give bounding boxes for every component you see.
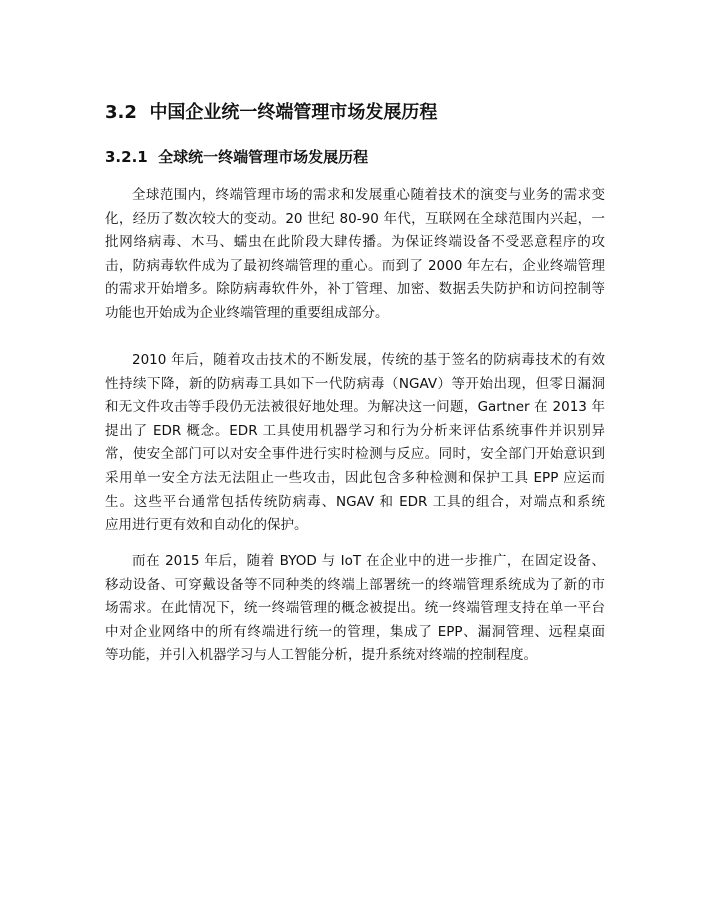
paragraph-line: 2010 年后，随着攻击技术的不断发展，传统的基于签名的防病毒技术的有效 <box>132 352 605 368</box>
paragraph-3 <box>105 550 605 668</box>
paragraph-line: 场需求。在此情况下，统一终端管理的概念被提出。统一终端管理支持在单一平台 <box>105 600 605 617</box>
paragraph-line: 击，防病毒软件成为了最初终端管理的重心。而到了 2000 年左右，企业终端管理 <box>105 257 605 274</box>
subsection-number: 3.2.1 <box>105 148 148 166</box>
paragraph-line: 采用单一安全方法无法阻止一些攻击，因此包含多种检测和保护工具 EPP 应运而 <box>105 469 605 486</box>
paragraph-line: 全球范围内，终端管理市场的需求和发展重心随着技术的演变与业务的需求变 <box>132 187 605 203</box>
subsection-title: 全球统一终端管理市场发展历程 <box>158 148 369 166</box>
paragraph-line: 提出了 EDR 概念。EDR 工具使用机器学习和行为分析来评估系统事件并识别异 <box>105 422 605 439</box>
paragraph-line: 批网络病毒、木马、蠕虫在此阶段大肆传播。为保证终端设备不受恶意程序的攻 <box>105 234 605 251</box>
paragraph-line: 功能也开始成为企业终端管理的重要组成部分。 <box>105 304 389 321</box>
paragraph-line: 化，经历了数次较大的变动。20 世纪 80-90 年代，互联网在全球范围内兴起，一 <box>105 210 605 227</box>
paragraph-line: 应用进行更有效和自动化的保护。 <box>105 517 308 534</box>
paragraph-line: 的需求开始增多。除防病毒软件外，补丁管理、加密、数据丢失防护和访问控制等 <box>105 281 605 298</box>
paragraph-1 <box>105 184 605 326</box>
paragraph-line: 中对企业网络中的所有终端进行统一的管理，集成了 EPP、漏洞管理、远程桌面 <box>105 623 605 640</box>
paragraph-line: 常，使安全部门可以对安全事件进行实时检测与反应。同时，安全部门开始意识到 <box>105 446 605 463</box>
paragraph-line: 移动设备、可穿戴设备等不同种类的终端上部署统一的终端管理系统成为了新的市 <box>105 576 605 593</box>
section-title: 中国企业统一终端管理市场发展历程 <box>149 102 438 123</box>
paragraph-2 <box>105 349 605 538</box>
paragraph-line: 等功能，并引入机器学习与人工智能分析，提升系统对终端的控制程度。 <box>105 647 537 664</box>
paragraph-line: 生。这些平台通常包括传统防病毒、NGAV 和 EDR 工具的组合，对端点和系统 <box>105 493 605 510</box>
section-heading <box>105 100 437 126</box>
paragraph-line: 而在 2015 年后，随着 BYOD 与 IoT 在企业中的进一步推广，在固定设备、 <box>132 553 605 569</box>
subsection-heading <box>105 146 368 168</box>
section-number: 3.2 <box>105 102 137 123</box>
paragraph-line: 和无文件攻击等手段仍无法被很好地处理。为解决这一问题，Gartner 在 2013 年 <box>105 399 605 416</box>
paragraph-line: 性持续下降，新的防病毒工具如下一代防病毒（NGAV）等开始出现，但零日漏洞 <box>105 375 605 392</box>
